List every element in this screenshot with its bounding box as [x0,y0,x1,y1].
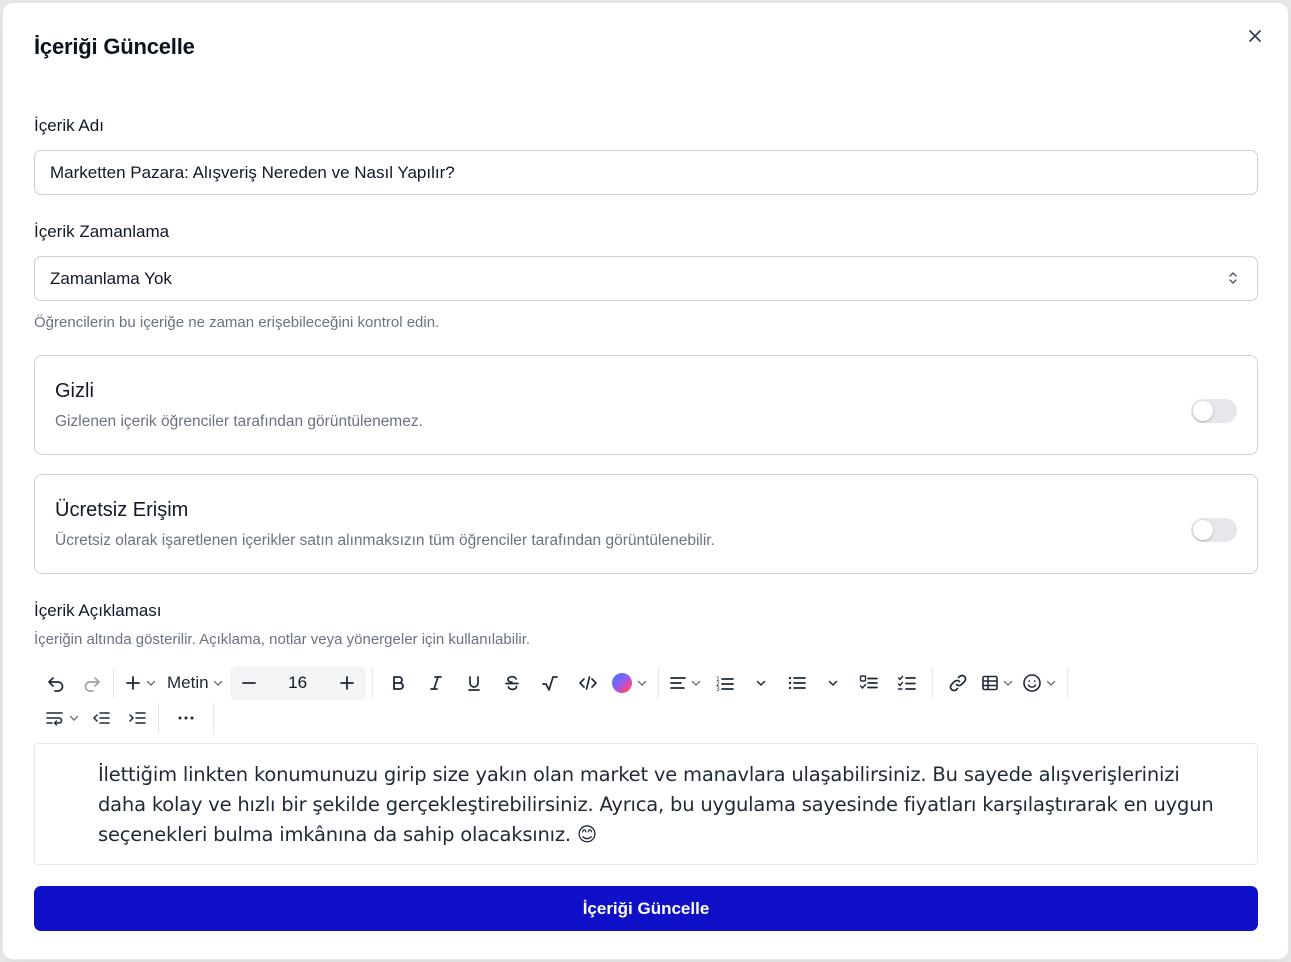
update-content-button[interactable]: İçeriği Güncelle [34,886,1258,931]
emoji-dropdown[interactable] [1022,666,1057,700]
ordered-list-options-button[interactable] [746,666,776,700]
chevron-down-icon [1045,677,1057,689]
text-style-dropdown[interactable] [161,666,230,700]
chevron-down-icon [636,677,648,689]
update-content-dialog [3,3,1288,959]
description-editor-text[interactable]: İlettiğim linkten konumunuzu girip size yakın olan market ve manavlara ulaşabilirsiniz. Bu sayede alışverişlerinizi daha kolay ve hızlı bir şekilde gerçekleştirebilirsiniz. Ayrıca, bu uygulama sayesinde fiyatları karşılaştırarak en uygun seçenekleri bulma imkânına da sahip olacaksınız. 😊 [98,763,1214,846]
redo-button[interactable] [77,666,107,700]
svg-text:1: 1 [715,676,720,683]
text-color-dropdown[interactable] [611,666,648,700]
link-button[interactable] [943,666,973,700]
content-name-label: İçerik Adı [34,116,104,135]
undo-icon [46,673,66,693]
description-help-text: İçeriğin altında gösterilir. Açıklama, notlar veya yönergeler için kullanılabilir. [34,631,531,648]
indent-icon [127,709,147,727]
bullet-list-icon [787,674,807,692]
link-icon [948,673,968,693]
text-wrap-dropdown[interactable] [45,701,80,735]
hidden-toggle[interactable] [1191,399,1237,423]
toolbar-divider [658,668,659,698]
ordered-list-icon [715,674,735,692]
description-editor[interactable] [34,743,1258,865]
bold-icon [389,674,407,692]
toggle-knob [1193,520,1213,540]
svg-text:2: 2 [715,681,720,688]
table-dropdown[interactable] [981,666,1014,700]
schedule-select[interactable] [34,256,1258,301]
undo-button[interactable] [41,666,71,700]
chevron-down-icon [827,677,839,689]
color-palette-icon [611,672,633,694]
strikethrough-button[interactable] [497,666,527,700]
schedule-help-text: Öğrencilerin bu içeriğe ne zaman erişebileceğini kontrol edin. [34,314,440,331]
font-size-increase-button[interactable] [332,666,362,700]
toolbar-divider [372,668,373,698]
bullet-list-options-button[interactable] [818,666,848,700]
align-left-icon [669,674,687,692]
align-dropdown[interactable] [669,666,702,700]
italic-icon [427,674,445,692]
plus-icon [124,674,142,692]
toggle-knob [1193,401,1213,421]
schedule-selected-value: Zamanlama Yok [50,268,172,288]
outdent-icon [91,709,111,727]
chevron-down-icon [68,712,80,724]
list-checks-icon [897,674,917,692]
text-style-label: Metin [167,673,209,692]
chevron-down-icon [755,677,767,689]
underline-button[interactable] [459,666,489,700]
indent-button[interactable] [122,701,152,735]
schedule-label: İçerik Zamanlama [34,222,170,241]
content-name-value: Marketten Pazara: Alışveriş Nereden ve Nasıl Yapılır? [50,162,455,182]
wrap-text-icon [45,709,65,727]
strikethrough-icon [503,674,521,692]
font-size-control [230,666,366,700]
toolbar-divider [932,668,933,698]
hidden-setting-card [34,355,1258,455]
ordered-list-button[interactable] [710,666,740,700]
free-access-description: Ücretsiz olarak işaretlenen içerikler satın alınmaksızın tüm öğrenciler tarafından görüntülenebilir. [55,532,715,549]
close-button[interactable] [1244,25,1266,47]
font-size-value[interactable]: 16 [288,673,308,692]
chevron-down-icon [212,677,224,689]
list-check-button[interactable] [892,666,922,700]
code-button[interactable] [573,666,603,700]
svg-text:3: 3 [715,686,720,692]
dialog-title: İçeriği Güncelle [34,34,195,59]
free-access-toggle[interactable] [1191,518,1237,542]
task-list-icon [859,674,879,692]
minus-icon [240,674,258,692]
ellipsis-icon [176,709,196,727]
chevron-down-icon [145,677,157,689]
redo-icon [82,673,102,693]
math-formula-button[interactable] [535,666,565,700]
free-access-title: Ücretsiz Erişim [55,499,189,521]
bullet-list-button[interactable] [782,666,812,700]
free-access-setting-card [34,474,1258,574]
hidden-description: Gizlenen içerik öğrenciler tarafından görüntülenemez. [55,413,423,430]
plus-icon [338,674,356,692]
toolbar-divider [1067,668,1068,698]
more-options-button[interactable] [171,701,201,735]
bold-button[interactable] [383,666,413,700]
code-icon [578,674,598,692]
smile-icon [1022,673,1042,693]
chevron-down-icon [690,677,702,689]
chevron-down-icon [1002,677,1014,689]
font-size-decrease-button[interactable] [234,666,264,700]
close-icon [1248,29,1262,43]
table-icon [981,674,999,692]
toolbar-divider [113,668,114,698]
editor-toolbar-row-1 [41,666,1074,700]
hidden-title: Gizli [55,380,94,402]
task-list-button[interactable] [854,666,884,700]
editor-toolbar-row-2 [45,701,220,735]
insert-menu-button[interactable] [120,666,161,700]
italic-button[interactable] [421,666,451,700]
description-label: İçerik Açıklaması [34,601,162,620]
underline-icon [465,674,483,692]
outdent-button[interactable] [86,701,116,735]
toolbar-divider [213,703,214,733]
toolbar-divider [158,703,159,733]
chevrons-up-down-icon [1227,269,1239,287]
content-name-input[interactable] [34,150,1258,195]
square-root-icon [541,674,559,692]
